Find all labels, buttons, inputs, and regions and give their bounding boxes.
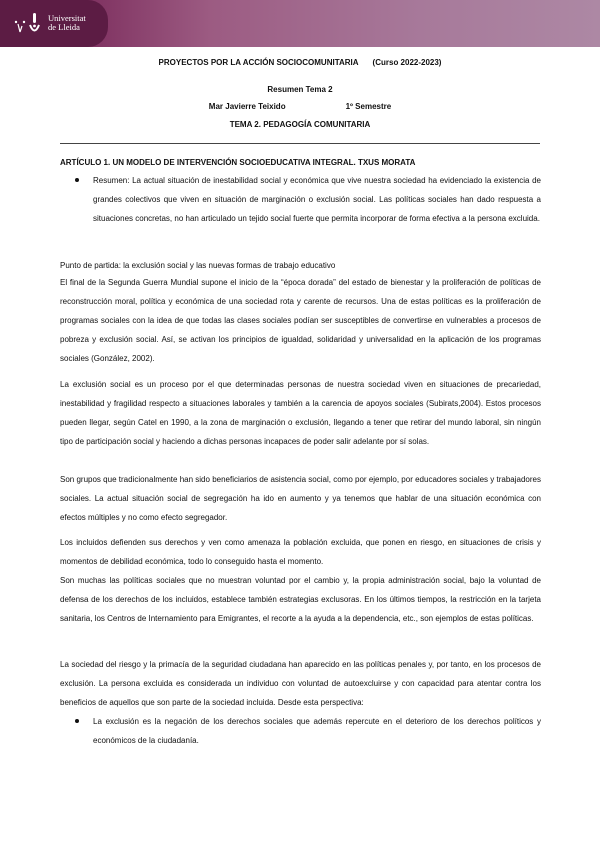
paragraph-5: Son muchas las políticas sociales que no muestran voluntad por el cambio y, la propia administración social, bajo la voluntad de defensa de los derechos de los incluidos, establece también estrategias exclusoras. En los últimos tiempos, la restricción en la tarjeta sanitaria, los Centros de Internamiento para Emigrantes, el recorte a la ayuda a la dependencia, etc., son ejemplos de estas políticas. (60, 576, 541, 623)
paragraph-6: La sociedad del riesgo y la primacía de la seguridad ciudadana han aparecido en las políticas penales y, por tanto, en los procesos de exclusión. La persona excluida es considerada un individuo con voluntad de autoexcluirse y con capacidad para atentar contra los beneficios de aquellos que son parte de la sociedad incluida. Desde esta perspectiva: (60, 660, 541, 707)
document-title (0, 58, 600, 67)
paragraph-4: Los incluidos defienden sus derechos y ven como amenaza la población excluida, que ponen en riesgo, en situaciones de crisis y momentos de debilidad económica, todo lo conseguido hasta el momento. (60, 538, 541, 566)
header-band (0, 0, 600, 47)
semester: 1º Semestre (345, 102, 392, 111)
title-text: PROYECTOS POR LA ACCIÓN SOCIOCOMUNITARIA (158, 58, 359, 67)
author-name: Mar Javierre Teixido (208, 102, 286, 111)
logo-line-2: de Lleida (48, 22, 80, 32)
author-line (0, 102, 600, 111)
header-divider (60, 143, 540, 144)
section-heading: Punto de partida: la exclusión social y las nuevas formas de trabajo educativo (60, 261, 336, 270)
bullet-icon (75, 719, 79, 723)
paragraph-1: El final de la Segunda Guerra Mundial supone el inicio de la “época dorada” del estado de bienestar y la proliferación de políticas de reconstrucción moral, política y económica de una sociedad rota y carente de recursos. Una de estas políticas es la proliferación de programas sociales con la idea de que todas las clases sociales podían ser susceptibles de convertirse en vulnerables a procesos de pobreza y exclusión social. Así, se activan los principios de igualdad, solidaridad y universalidad en la aplicación de los programas sociales (González, 2002). (60, 278, 541, 363)
topic-title: TEMA 2. PEDAGOGÍA COMUNITARIA (229, 120, 371, 129)
university-name (48, 14, 86, 32)
university-emblem-icon (10, 10, 46, 38)
bullet-summary-text: Resumen: La actual situación de inestabilidad social y económica que vive nuestra sociedad ha evidenciado la existencia de grandes colectivos que viven en situación de marginación o exclusión social. Las políticas sociales han dado respuesta a situaciones concretas, no han articulado un tejido social fuerte que permita incorporar de forma efectiva a la persona excluida. (93, 176, 541, 223)
bullet-exclusion-text: La exclusión es la negación de los derechos sociales que además repercute en el deterioro de los derechos políticos y económicos de la ciudadanía. (93, 717, 541, 745)
article-heading: ARTÍCULO 1. UN MODELO DE INTERVENCIÓN SOCIOEDUCATIVA INTEGRAL. TXUS MORATA (60, 158, 416, 167)
summary-label: Resumen Tema 2 (267, 85, 333, 94)
logo-line-1: Universitat (48, 13, 86, 23)
course-text: (Curso 2022-2023) (372, 58, 442, 67)
university-logo (0, 0, 108, 47)
paragraph-3: Son grupos que tradicionalmente han sido beneficiarios de asistencia social, como por ejemplo, por educadores sociales y trabajadores sociales. La actual situación social de segregación ha ido en aumento y ya tenemos que hablar de una situación económica con efectos múltiples y no como efecto segregador. (60, 475, 541, 522)
bullet-icon (75, 178, 79, 182)
paragraph-2: La exclusión social es un proceso por el que determinadas personas de nuestra sociedad viven en situaciones de precariedad, inestabilidad y fragilidad respecto a situaciones laborales y también a la carencia de apoyos sociales (Subirats,2004). Estos procesos pueden llegar, según Catel en 1990, a la zona de marginación o exclusión, llegando a tener que retirar del mundo laboral, sin ningún tipo de participación social y haciendo a dichas personas incapaces de poder salir adelante por sí solas. (60, 380, 541, 446)
